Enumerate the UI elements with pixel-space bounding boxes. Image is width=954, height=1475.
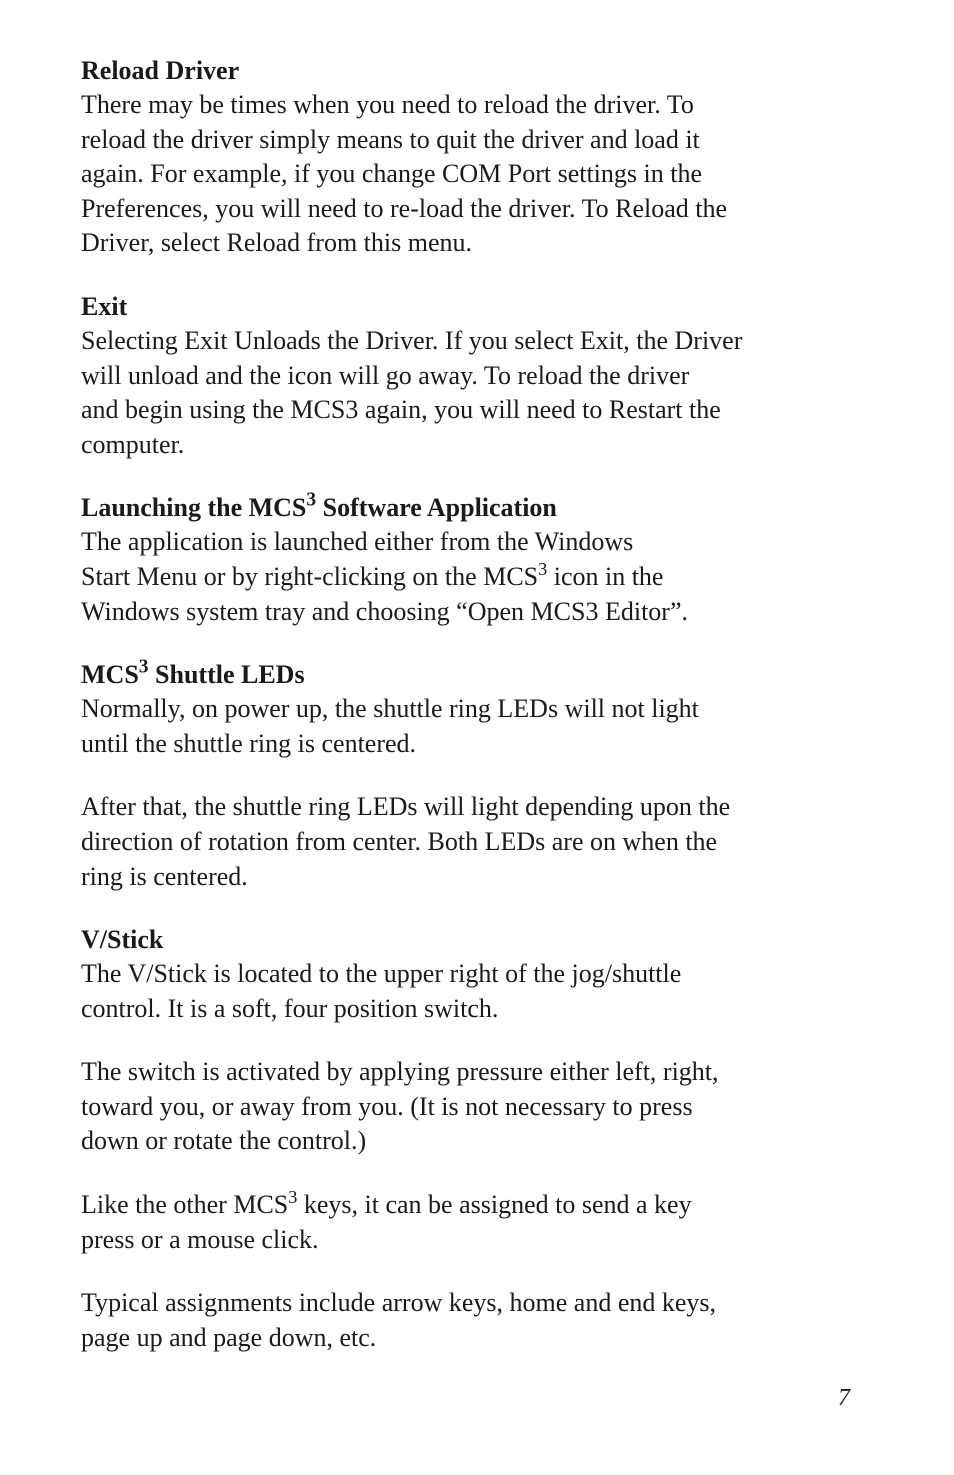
text-line: and begin using the MCS3 again, you will need to Restart the <box>81 395 721 425</box>
section-launching-software <box>81 491 861 629</box>
section-heading: Exit <box>81 291 128 321</box>
page-number: 7 <box>838 1385 850 1411</box>
text-line: Preferences, you will need to re-load the driver. To Reload the <box>81 193 728 223</box>
superscript: 3 <box>538 558 548 579</box>
text-line: The application is launched either from the Windows <box>81 527 634 557</box>
section-heading: V/Stick <box>81 925 164 955</box>
paragraph <box>81 525 861 629</box>
text-line: press or a mouse click. <box>81 1224 319 1254</box>
paragraph <box>81 790 861 894</box>
text-line: again. For example, if you change COM Port settings in the <box>81 159 703 189</box>
section-heading <box>81 491 861 525</box>
text-line: Selecting Exit Unloads the Driver. If you select Exit, the Driver <box>81 325 743 355</box>
section-heading: Reload Driver <box>81 56 240 85</box>
paragraph <box>81 1286 861 1355</box>
heading-text: Launching the MCS <box>81 493 307 523</box>
paragraph <box>81 957 861 1026</box>
heading-text: Software Application <box>316 493 557 523</box>
text-line: Driver, select Reload from this menu. <box>81 228 473 258</box>
heading-text: MCS <box>81 660 139 690</box>
text-line: toward you, or away from you. (It is not necessary to press <box>81 1091 693 1121</box>
text-line: There may be times when you need to reload the driver. To <box>81 90 694 119</box>
text-line: The V/Stick is located to the upper right of the jog/shuttle <box>81 959 682 989</box>
paragraph <box>81 692 861 761</box>
heading-text: Shuttle LEDs <box>148 660 305 690</box>
section-vstick <box>81 923 861 1355</box>
text-line: control. It is a soft, four position switch. <box>81 993 499 1023</box>
superscript: 3 <box>288 1187 298 1208</box>
superscript: 3 <box>306 489 317 511</box>
paragraph <box>81 1188 861 1257</box>
text-span: Like the other MCS <box>81 1190 289 1220</box>
text-line <box>81 560 861 595</box>
paragraph <box>81 1055 861 1159</box>
text-line: reload the driver simply means to quit the driver and load it <box>81 124 700 154</box>
paragraph <box>81 324 861 462</box>
text-line <box>81 1188 861 1223</box>
text-line: direction of rotation from center. Both LEDs are on when the <box>81 826 718 856</box>
text-line: ring is centered. <box>81 861 248 891</box>
text-line: The switch is activated by applying pressure either left, right, <box>81 1057 719 1087</box>
superscript: 3 <box>138 656 149 678</box>
text-span: icon in the <box>547 561 664 591</box>
document-page <box>81 54 861 1355</box>
text-span: keys, it can be assigned to send a key <box>297 1190 692 1220</box>
text-line: page up and page down, etc. <box>81 1322 377 1352</box>
text-line: will unload and the icon will go away. To reload the driver <box>81 360 690 390</box>
section-shuttle-leds <box>81 658 861 894</box>
section-heading <box>81 658 861 692</box>
text-line: After that, the shuttle ring LEDs will light depending upon the <box>81 792 731 822</box>
text-line: computer. <box>81 429 185 459</box>
paragraph <box>81 88 861 261</box>
text-line: down or rotate the control.) <box>81 1126 367 1156</box>
text-line: until the shuttle ring is centered. <box>81 728 417 758</box>
text-line: Normally, on power up, the shuttle ring LEDs will not light <box>81 694 699 724</box>
section-reload-driver <box>81 54 861 261</box>
text-line: Windows system tray and choosing “Open MCS3 Editor”. <box>81 596 688 626</box>
text-line: Typical assignments include arrow keys, home and end keys, <box>81 1288 717 1318</box>
text-span: Start Menu or by right-clicking on the MCS <box>81 561 539 591</box>
section-exit <box>81 290 861 462</box>
